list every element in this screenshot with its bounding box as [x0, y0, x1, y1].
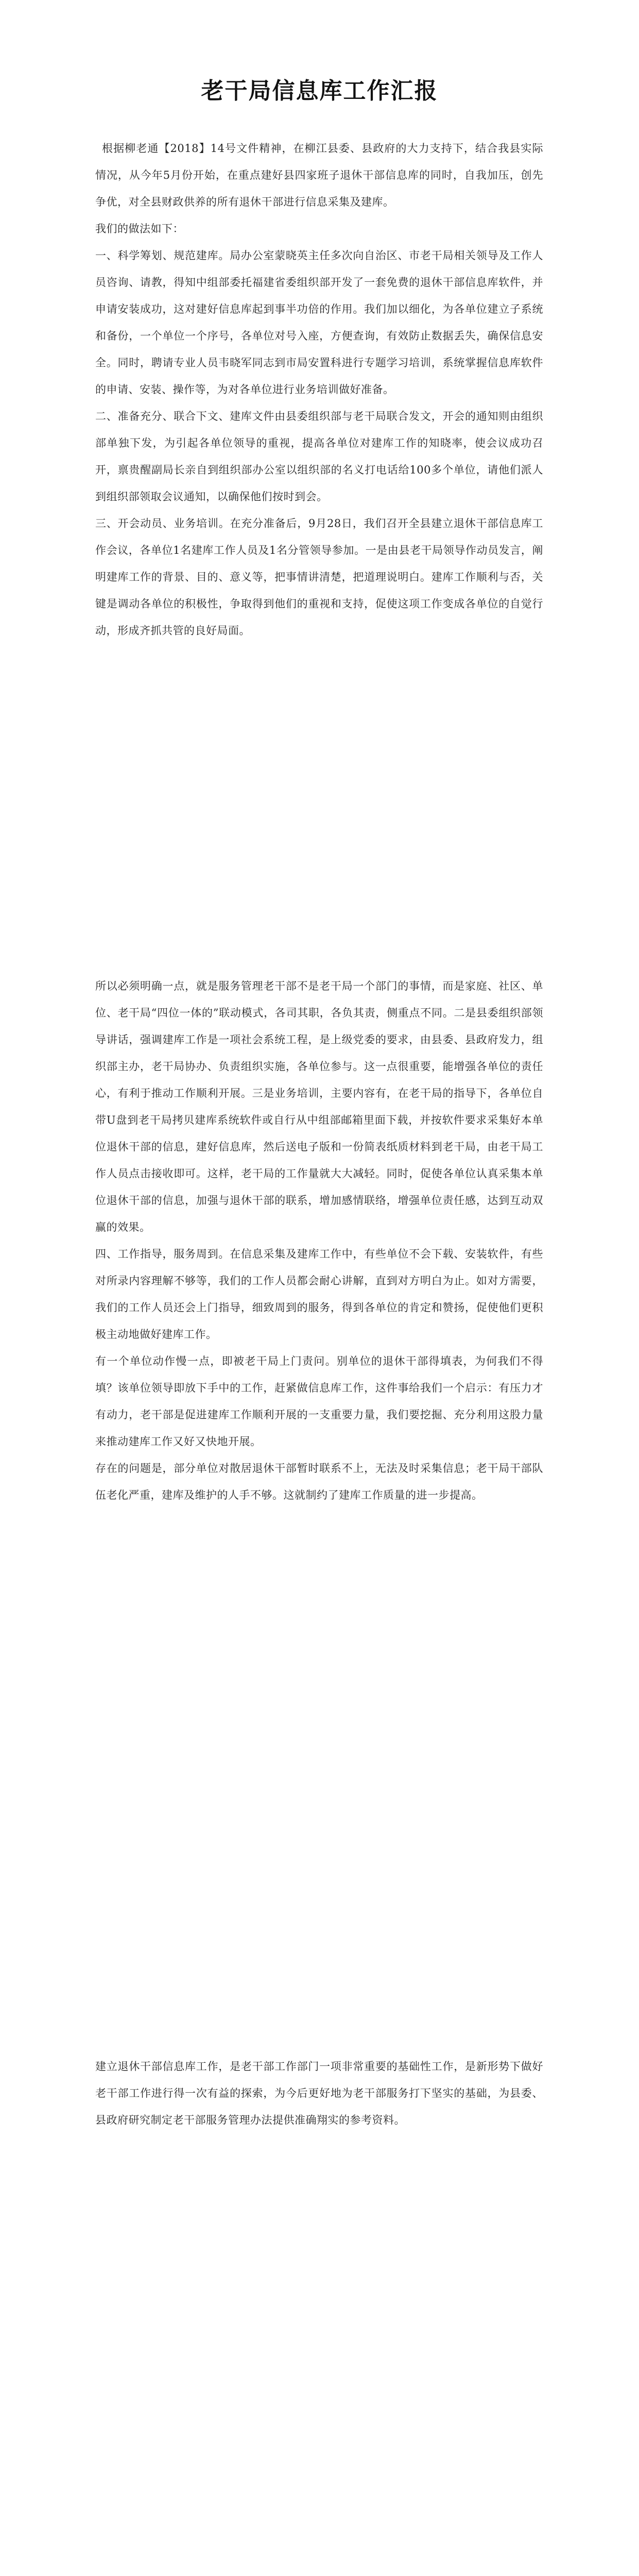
paragraph-methods-lead: 我们的做法如下： [95, 223, 184, 235]
paragraph-point-3: 三、开会动员、业务培训。在充分准备后，9月28日，我们召开全县建立退休干部信息库工作会议，各单位1名建库工作人员及1名分管领导参加。一是由县老干局领导作动员发言，阐明建库工作的背景、目的、意义等，把事情讲清楚，把道理说明白。建库工作顺利与否，关键是调动各单位的积极性，争取得到他们的重视和支持，促使这项工作变成各单位的自觉行动，形成齐抓共管的良好局面。 [95, 517, 543, 637]
text-block-2 [95, 973, 543, 1509]
paragraph-intro: 根据柳老通【2018】14号文件精神，在柳江县委、县政府的大力支持下，结合我县实际情况，从今年5月份开始，在重点建好县四家班子退休干部信息库的同时，自我加压，创先争优，对全县财政供养的所有退休干部进行信息采集及建库。 [95, 142, 543, 208]
paragraph-point-4: 四、工作指导，服务周到。在信息采集及建库工作中，有些单位不会下载、安装软件，有些对所录内容理解不够等，我们的工作人员都会耐心讲解，直到对方明白为止。如对方需要，我们的工作人员还会上门指导，细致周到的服务，得到各单位的肯定和赞扬，促使他们更积极主动地做好建库工作。 [95, 1248, 543, 1341]
text-block-1 [95, 135, 543, 644]
document-title: 老干局信息库工作汇报 [201, 78, 438, 104]
paragraph-problems: 存在的问题是，部分单位对散居退休干部暂时联系不上，无法及时采集信息；老干局干部队伍老化严重，建库及维护的人手不够。这就制约了建库工作质量的进一步提高。 [95, 1462, 543, 1501]
paragraph-conclusion: 建立退休干部信息库工作，是老干部工作部门一项非常重要的基础性工作，是新形势下做好老干部工作进行得一次有益的探索，为今后更好地为老干部服务打下坚实的基础，为县委、县政府研究制定老干部服务管理办法提供准确翔实的参考资料。 [95, 2060, 543, 2126]
text-block-3 [95, 2053, 543, 2133]
paragraph-example: 有一个单位动作慢一点，即被老干局上门责问。别单位的退休干部得填表，为何我们不得填？该单位领导即放下手中的工作，赶紧做信息库工作，这件事给我们一个启示：有压力才有动力，老干部是促进建库工作顺利开展的一支重要力量，我们要挖掘、充分利用这股力量来推动建库工作又好又快地开展。 [95, 1355, 543, 1448]
paragraph-point-3-continued: 所以必须明确一点，就是服务管理老干部不是老干局一个部门的事情，而是家庭、社区、单位、老干局“四位一体的”联动模式，各司其职，各负其责，侧重点不同。二是县委组织部领导讲话，强调建库工作是一项社会系统工程，是上级党委的要求，由县委、县政府发力，组织部主办，老干局协办、负责组织实施，各单位参与。这一点很重要，能增强各单位的责任心，有利于推动工作顺利开展。三是业务培训，主要内容有，在老干局的指导下，各单位自带U盘到老干局拷贝建库系统软件或自行从中组部邮箱里面下载，并按软件要求采集好本单位退休干部的信息，建好信息库，然后送电子版和一份简表纸质材料到老干局，由老干局工作人员点击接收即可。这样，老干局的工作量就大大减轻。同时，促使各单位认真采集本单位退休干部的信息，加强与退休干部的联系，增加感情联络，增强单位责任感，达到互动双赢的效果。 [95, 980, 543, 1233]
paragraph-point-2: 二、准备充分、联合下文、建库文件由县委组织部与老干局联合发文，开会的通知则由组织部单独下发，为引起各单位领导的重视，提高各单位对建库工作的知晓率，使会议成功召开，禀贵醒副局长亲自到组织部办公室以组织部的名义打电话给100多个单位，请他们派人到组织部领取会议通知，以确保他们按时到会。 [95, 410, 543, 503]
paragraph-point-1: 一、科学筹划、规范建库。局办公室蒙晓英主任多次向自治区、市老干局相关领导及工作人员咨询、请教，得知中组部委托福建省委组织部开发了一套免费的退休干部信息库软件，并申请安装成功，这对建好信息库起到事半功倍的作用。我们加以细化，为各单位建立子系统和备份，一个单位一个序号，各单位对号入座，方便查询，有效防止数据丢失，确保信息安全。同时，聘请专业人员韦晓军同志到市局安置科进行专题学习培训，系统掌握信息库软件的申请、安装、操作等，为对各单位进行业务培训做好准备。 [95, 249, 543, 396]
